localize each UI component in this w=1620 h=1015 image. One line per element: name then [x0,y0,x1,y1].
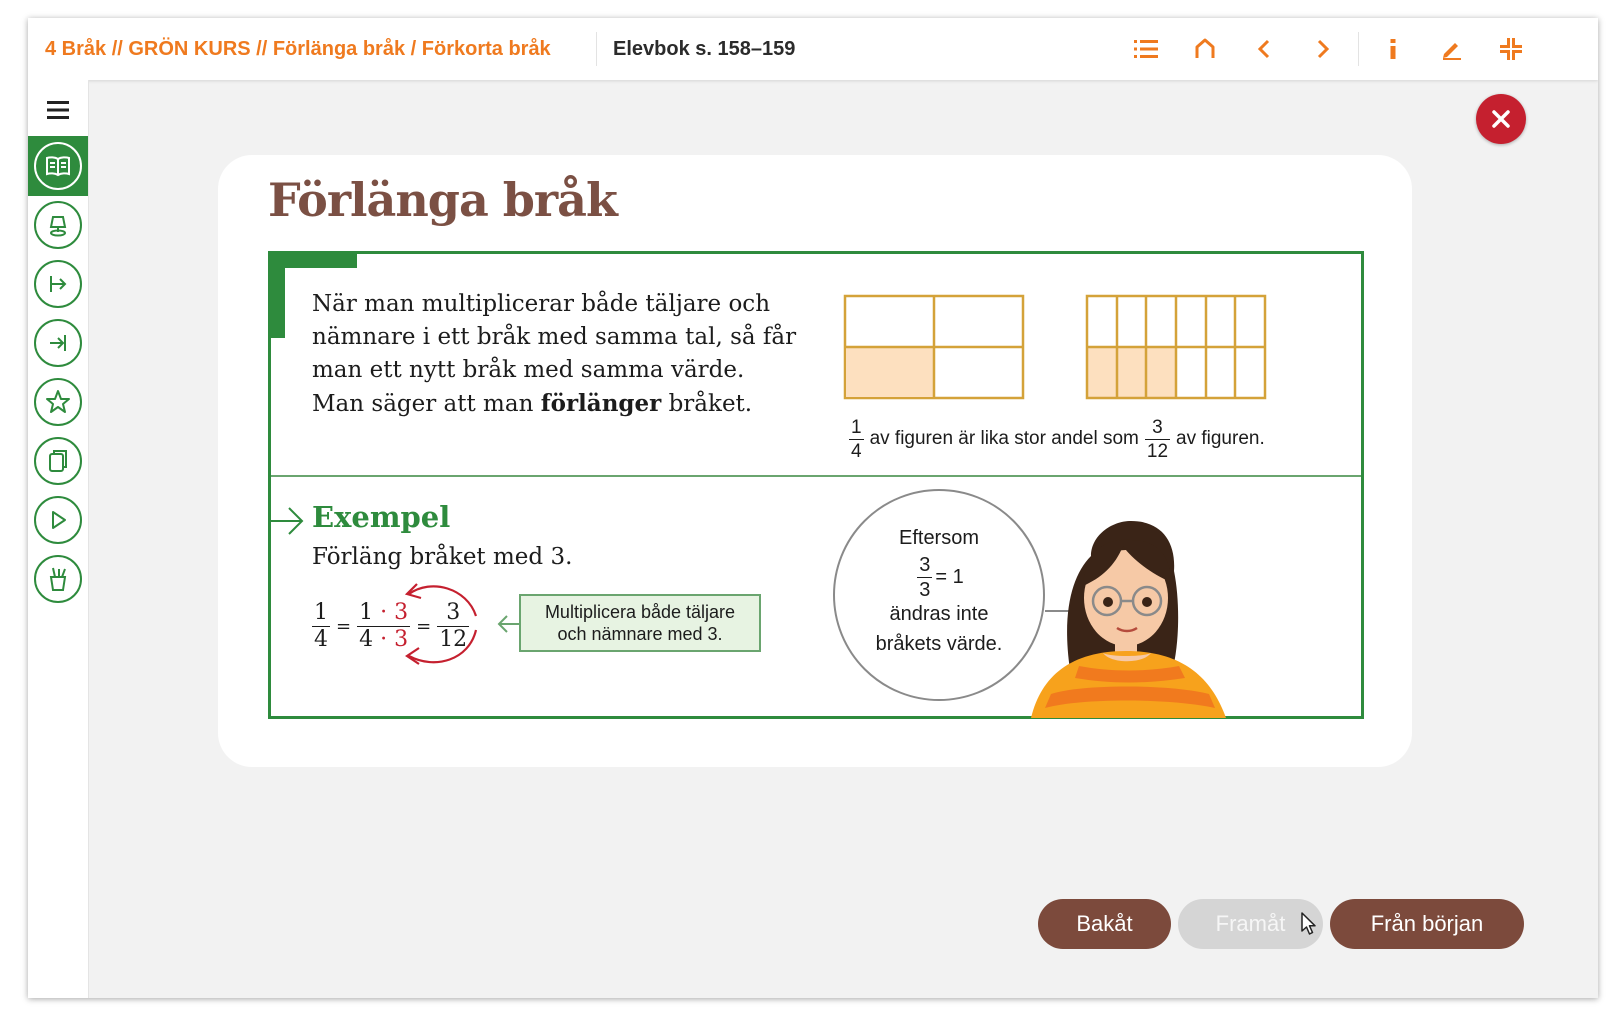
example-task: Förläng bråket med 3. [312,544,573,570]
fraction-grid-figure [843,294,1273,404]
lamp-icon[interactable] [34,201,82,249]
sidebar [28,80,89,998]
pencil-icon[interactable] [1437,34,1467,64]
chevron-right-icon[interactable] [1308,34,1338,64]
info-icon[interactable] [1378,34,1408,64]
hint-box: Multiplicera både täljare och nämnare med 3. [519,594,761,652]
figure-caption: $\frac{1}{4}$ av figuren är lika stor andel som $\frac{3}{12}$ av figuren. [851,416,1265,462]
back-button[interactable]: Bakåt [1038,899,1171,949]
arrow-to-bar-icon[interactable] [34,319,82,367]
collapse-icon[interactable] [1496,34,1526,64]
mouse-cursor-icon [1301,912,1317,936]
intro-line: Man säger att man förlänger bråket. [312,390,753,417]
fraction-equation: $\frac{1}{4}$ = $\frac{1 \cdot 3}{4 \cdot 3}$ = $\frac{3}{12}$ [314,599,468,652]
hint-arrow-icon [497,612,519,636]
arrow-from-bar-icon[interactable] [34,260,82,308]
lesson-card [218,155,1412,767]
fraction-three-twelfths: $\frac{3}{12}$ [1146,416,1169,462]
forward-button[interactable]: Framåt [1178,899,1323,949]
star-icon[interactable] [34,378,82,426]
close-icon [1491,109,1511,129]
fraction-one-quarter: $\frac{1}{4}$ [851,416,862,462]
multiply-loop-arrows [401,576,481,672]
speech-bubble: Eftersom $\frac{3}{3}$ = 1 ändras inte bråkets värde. [833,489,1045,701]
divider [596,32,597,66]
intro-line: man ett nytt bråk med samma värde. [312,357,745,383]
app-window [28,18,1598,998]
example-arrow-icon [271,504,307,538]
pages-icon[interactable] [34,437,82,485]
content-frame [268,251,1364,719]
fraction-figures [843,294,1273,409]
pencil-cup-icon[interactable] [34,555,82,603]
top-bar [28,18,1598,80]
hamburger-icon[interactable] [42,94,74,126]
intro-line: nämnare i ett bråk med samma tal, så får [312,324,797,350]
section-divider [271,475,1361,477]
page-title: Förlänga bråk [268,173,617,227]
chevron-left-icon[interactable] [1249,34,1279,64]
shaded-twelfths [1088,347,1177,397]
example-heading: Exempel [312,500,451,534]
girl-illustration [1031,516,1241,718]
book-icon[interactable] [34,142,82,190]
shaded-quarter [846,347,934,397]
toolbar-divider [1358,32,1359,66]
intro-text [312,288,812,421]
home-icon[interactable] [1190,34,1220,64]
frame-accent [271,254,357,268]
keyword-forlanger: förlänger [540,390,662,417]
page-reference: Elevbok s. 158–159 [613,38,796,60]
list-icon[interactable] [1131,34,1161,64]
breadcrumb[interactable]: 4 Bråk // GRÖN KURS // Förlänga bråk / Förkorta bråk [45,38,551,60]
intro-line: När man multiplicerar både täljare och [312,291,771,317]
play-icon[interactable] [34,496,82,544]
restart-button[interactable]: Från början [1330,899,1524,949]
close-button[interactable] [1476,94,1526,144]
